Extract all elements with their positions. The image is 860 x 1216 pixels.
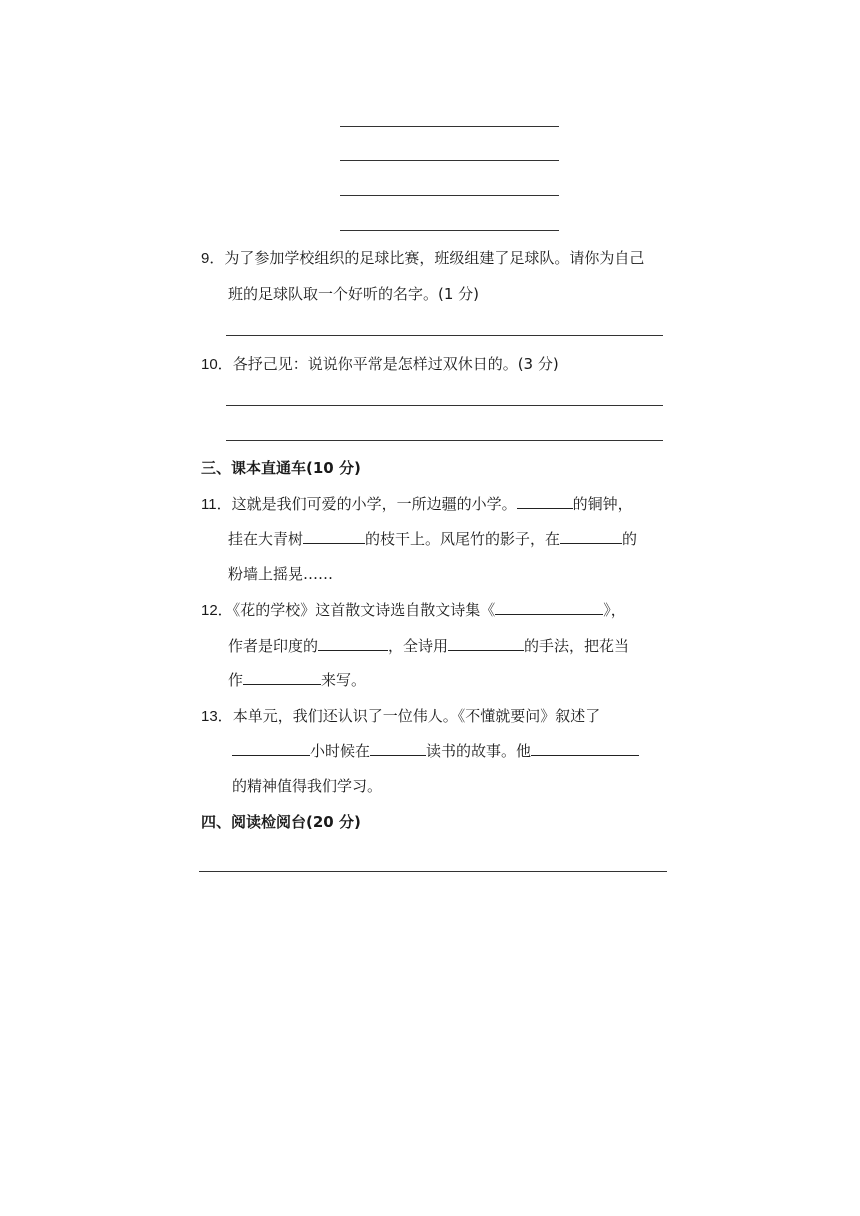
question-13	[201, 706, 600, 727]
fill-blank[interactable]	[448, 636, 524, 651]
section-title: 三、课本直通车(10 分)	[201, 459, 361, 477]
answer-line[interactable]	[226, 335, 663, 336]
question-text: 的枝干上。风尾竹的影子，在	[365, 530, 561, 548]
question-text: 的	[622, 530, 638, 548]
fill-blank[interactable]	[303, 529, 365, 544]
question-number: 12．	[201, 602, 233, 619]
question-text: 各抒己见：说说你平常是怎样过双休日的。(3 分)	[232, 355, 559, 373]
question-11-line3: 粉墙上摇晃……	[228, 565, 334, 583]
fill-blank[interactable]	[517, 494, 573, 509]
fill-blank[interactable]	[370, 741, 426, 756]
question-number: 9．	[201, 250, 225, 267]
question-11	[201, 494, 633, 515]
answer-line[interactable]	[226, 405, 663, 406]
question-text: 作者是印度的	[228, 637, 319, 655]
question-text: 的手法，把花当	[524, 637, 630, 655]
question-text: ，全诗用	[388, 637, 449, 655]
question-text: 这就是我们可爱的小学，一所边疆的小学。	[231, 495, 517, 513]
question-12-line2	[228, 636, 629, 656]
question-9	[201, 248, 644, 269]
fill-blank[interactable]	[232, 741, 310, 756]
fill-blank[interactable]	[560, 529, 622, 544]
question-text: 为了参加学校组织的足球比赛，班级组建了足球队。请你为自己	[224, 249, 645, 267]
answer-line[interactable]	[340, 230, 559, 231]
question-text: 本单元，我们还认识了一位伟人。《不懂就要问》叙述了	[232, 707, 601, 725]
question-text: 小时候在	[310, 742, 371, 760]
question-text: 挂在大青树	[228, 530, 304, 548]
question-number: 11．	[201, 496, 232, 513]
page-divider	[199, 871, 667, 872]
question-11-line2	[228, 529, 637, 549]
section-title: 四、阅读检阅台(20 分)	[201, 813, 361, 831]
question-9-line2: 班的足球队取一个好听的名字。(1 分)	[228, 285, 480, 303]
fill-blank[interactable]	[318, 636, 388, 651]
question-text: 来写。	[321, 671, 367, 689]
fill-blank[interactable]	[495, 600, 603, 615]
question-text: 作	[228, 671, 244, 689]
question-10	[201, 354, 559, 375]
question-13-line2	[232, 741, 639, 761]
answer-line[interactable]	[340, 195, 559, 196]
answer-line[interactable]	[340, 126, 559, 127]
answer-line[interactable]	[340, 160, 559, 161]
question-number: 13．	[201, 708, 233, 725]
question-text: 读书的故事。他	[426, 742, 532, 760]
question-number: 10．	[201, 356, 233, 373]
fill-blank[interactable]	[243, 670, 321, 685]
fill-blank[interactable]	[531, 741, 639, 756]
question-12-line3	[228, 670, 366, 690]
question-text: 《花的学校》这首散文诗选自散文诗集《	[232, 601, 496, 619]
question-12	[201, 600, 626, 621]
question-13-line3: 的精神值得我们学习。	[232, 777, 383, 795]
question-text: 》，	[603, 601, 626, 619]
question-text: 的铜钟，	[572, 495, 633, 513]
answer-line[interactable]	[226, 440, 663, 441]
